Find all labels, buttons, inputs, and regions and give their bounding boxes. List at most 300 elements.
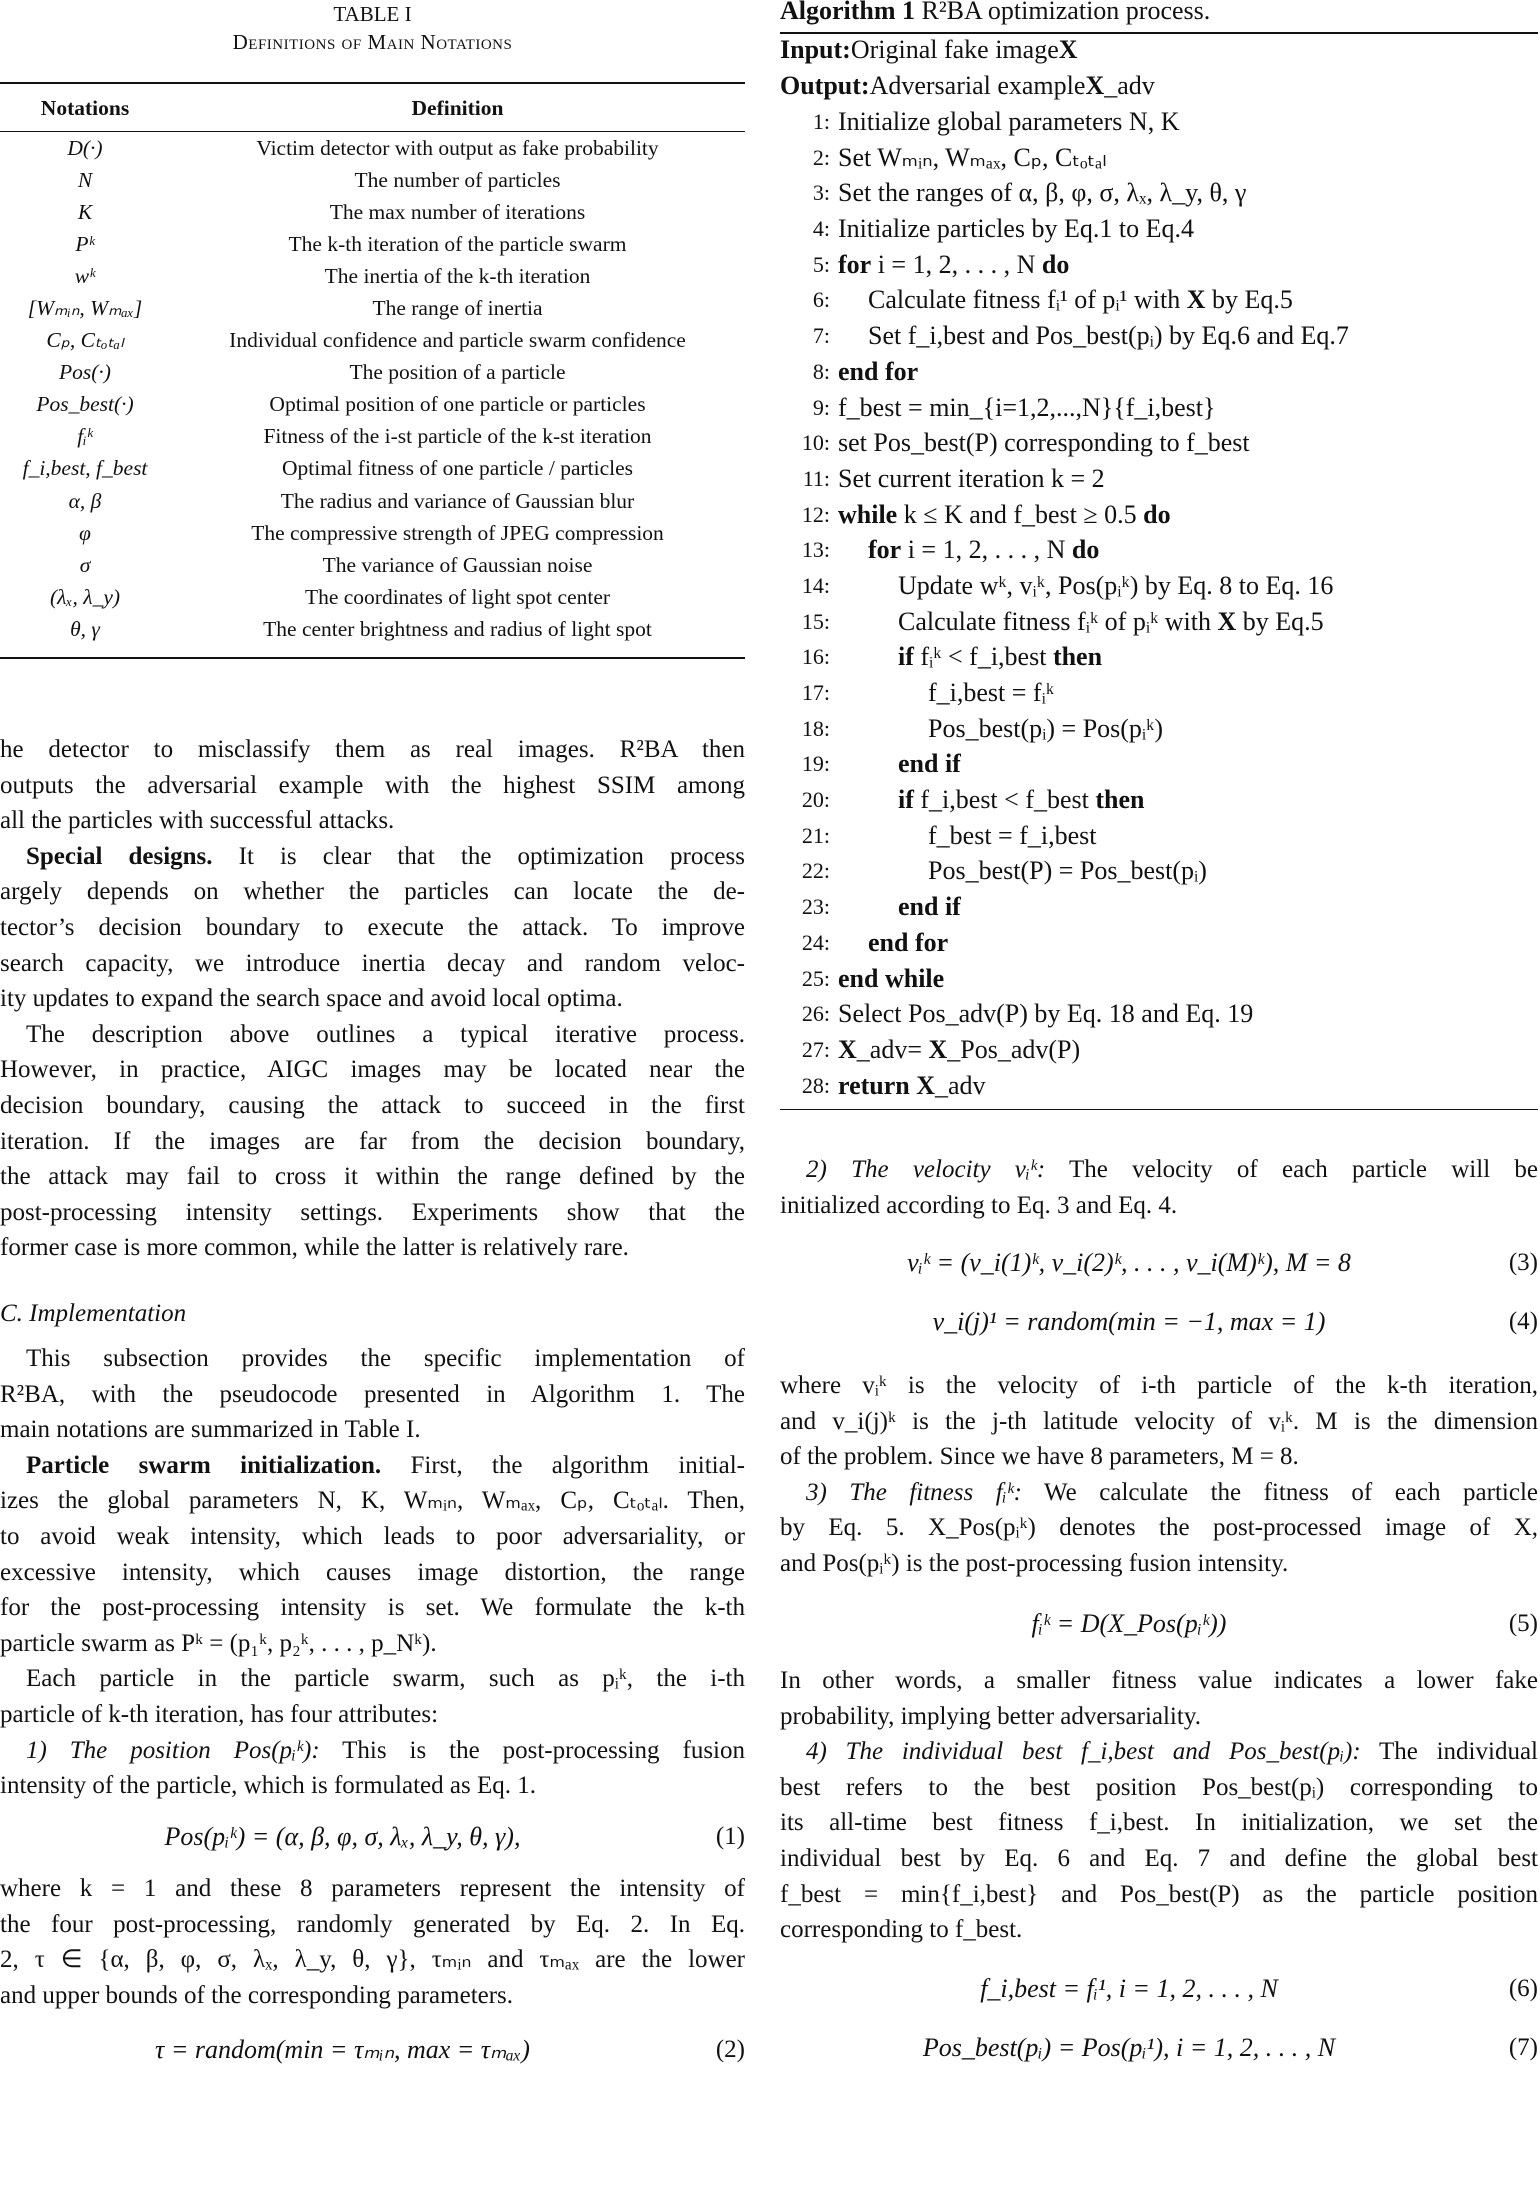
- text-line: by Eq. 5. X_Pos(pᵢᵏ) denotes the post-processed image of X,: [780, 1514, 1538, 1542]
- notation-cell: σ: [79, 552, 91, 577]
- text-line: probability, implying better adversariality.: [780, 1702, 1201, 1730]
- definition-cell: Optimal position of one particle or particles: [269, 392, 646, 417]
- text-line: In other words, a smaller fitness value indicates a lower fake: [780, 1667, 1538, 1694]
- algorithm-step: [780, 318, 1538, 354]
- bold-run: X: [928, 1034, 948, 1064]
- text-line: and v_i(j)ᵏ is the j-th latitude velocity of vᵢᵏ. M is the dimension: [780, 1407, 1538, 1435]
- paragraph: [0, 1733, 745, 1804]
- paragraph: [0, 1017, 745, 1266]
- text-line: [780, 1152, 1538, 1188]
- step-text: [838, 461, 1105, 497]
- bold-run: do: [1071, 535, 1100, 565]
- step-number: 13:: [801, 537, 830, 563]
- step-text: [838, 140, 1107, 176]
- step-number: 20:: [801, 787, 830, 813]
- text-line: its all-time best fitness f_i,best. In initialization, we set the: [780, 1809, 1538, 1837]
- text-run: k ≤ K and f_best ≥ 0.5: [897, 499, 1144, 529]
- algorithm-step: [780, 604, 1538, 640]
- table-row: [0, 357, 745, 389]
- definition-cell: The radius and variance of Gaussian blur: [280, 488, 635, 513]
- text-line: where k = 1 and these 8 parameters represent the intensity of: [0, 1875, 745, 1902]
- text-run: _adv: [935, 1070, 986, 1100]
- step-number: 21:: [801, 822, 830, 848]
- step-number: 5:: [812, 251, 830, 277]
- text-line: initialized according to Eq. 3 and Eq. 4.: [780, 1191, 1178, 1219]
- step-number: 3:: [812, 180, 830, 206]
- bold-run: X: [1186, 285, 1206, 315]
- italic-run: 3) The fitness fᵢᵏ:: [806, 1478, 1022, 1506]
- text-line: where vᵢᵏ is the velocity of i-th particle of the k-th iteration,: [780, 1372, 1538, 1399]
- table-row: [0, 549, 745, 581]
- text-run: The velocity of each particle will be: [1045, 1156, 1538, 1183]
- definition-cell: The compressive strength of JPEG compression: [251, 520, 664, 545]
- step-text: [838, 639, 1102, 675]
- step-number: 15:: [801, 608, 830, 634]
- text-run: f_i,best = fᵢᵏ: [928, 678, 1055, 707]
- table-row: [0, 292, 745, 324]
- text-line: f_best = min{f_i,best} and Pos_best(P) as the particle position: [780, 1880, 1538, 1908]
- bold-run: do: [1041, 249, 1070, 279]
- algorithm-output: [780, 68, 1538, 104]
- text-run: fᵢᵏ < f_i,best: [913, 642, 1053, 672]
- step-number: 22:: [801, 858, 830, 884]
- text-line: he detector to misclassify them as real images. R²BA then: [0, 736, 745, 763]
- text-line: post-processing intensity settings. Experiments show that the: [0, 1198, 745, 1226]
- text-line: tector’s decision boundary to execute the attack. To improve: [0, 913, 745, 941]
- equation-3: [780, 1243, 1538, 1283]
- table-row: [0, 196, 745, 228]
- text-line: particle swarm as Pᵏ = (p₁ᵏ, p₂ᵏ, . . . , p_Nᵏ).: [0, 1629, 437, 1657]
- notation-cell: Pos(·): [59, 360, 111, 385]
- text-run: Pos_best(pᵢ) = Pos(pᵢᵏ): [928, 713, 1164, 743]
- paragraph: [780, 1475, 1538, 1582]
- algorithm-step: [780, 818, 1538, 854]
- equation-number: (4): [1508, 1308, 1538, 1335]
- bold-run: do: [1143, 499, 1171, 529]
- bold-run: if: [898, 642, 914, 672]
- text-run: i = 1, 2, . . . , N: [901, 535, 1072, 565]
- text-line: search capacity, we introduce inertia decay and random veloc-: [0, 949, 745, 977]
- step-text: [838, 568, 1333, 604]
- notation-cell: θ, γ: [70, 616, 100, 641]
- table-header-row: [0, 84, 745, 132]
- definition-cell: The k-th iteration of the particle swarm: [288, 231, 627, 256]
- step-text: [838, 354, 918, 390]
- bold-run: Particle swarm initialization.: [26, 1451, 382, 1479]
- step-text: [838, 782, 1144, 818]
- text-line: R²BA, with the pseudocode presented in Algorithm 1. The: [0, 1380, 745, 1408]
- step-text: [838, 853, 1207, 889]
- algorithm-step: [780, 247, 1538, 283]
- text-line: [780, 1475, 1538, 1511]
- equation-7: [780, 2028, 1538, 2068]
- text-run: This is the post-processing fusion: [319, 1736, 745, 1764]
- bold-run: Input:: [780, 35, 851, 64]
- bold-run: end if: [898, 892, 961, 922]
- text-line: [0, 1733, 745, 1769]
- table-row: [0, 613, 745, 645]
- algorithm-step: [780, 996, 1538, 1032]
- step-text: [838, 175, 1246, 211]
- table-row: [0, 453, 745, 485]
- text-line: and Pos(pᵢᵏ) is the post-processing fusion intensity.: [780, 1549, 1289, 1577]
- text-line: This subsection provides the specific implementation of: [26, 1345, 745, 1372]
- algorithm-step: [780, 211, 1538, 247]
- algorithm-step: [780, 140, 1538, 176]
- text-run: Update wᵏ, vᵢᵏ, Pos(pᵢᵏ) by Eq. 8 to Eq. 16: [898, 570, 1334, 600]
- step-text: [838, 818, 1096, 854]
- definition-cell: The center brightness and radius of light spot: [263, 616, 652, 641]
- algorithm-step: [780, 746, 1538, 782]
- paragraph: [0, 1341, 745, 1448]
- step-number: 1:: [812, 109, 830, 134]
- bold-run: Output:: [780, 70, 870, 100]
- algorithm-step: [780, 1068, 1538, 1104]
- text-run: First, the algorithm initial-: [381, 1451, 745, 1479]
- algorithm-step: [780, 461, 1538, 497]
- step-text: [838, 211, 1194, 247]
- equation-expression: f_i,best = fᵢ¹, i = 1, 2, . . . , N: [980, 1974, 1278, 2003]
- paragraph: [0, 1661, 745, 1732]
- equation-6: [780, 1969, 1538, 2009]
- notations-table: [0, 84, 745, 646]
- italic-run: 1) The position Pos(pᵢᵏ):: [26, 1736, 320, 1764]
- text-run: We calculate the fitness of each particle: [1022, 1478, 1538, 1506]
- paragraph: [780, 1734, 1538, 1948]
- step-text: [838, 604, 1324, 640]
- step-number: 18:: [801, 715, 830, 741]
- bold-run: X: [916, 1070, 936, 1100]
- bold-run: end while: [838, 963, 945, 993]
- table-row: [0, 164, 745, 196]
- step-text: [838, 925, 948, 961]
- section-heading: C. Implementation: [0, 1300, 187, 1327]
- text-line: The description above outlines a typical iterative process.: [26, 1020, 745, 1048]
- body-text-block: [780, 1663, 1538, 1948]
- text-line: intensity of the particle, which is formulated as Eq. 1.: [0, 1772, 536, 1800]
- algorithm-step: [780, 711, 1538, 747]
- text-line: corresponding to f_best.: [780, 1916, 1023, 1944]
- table-row: [0, 581, 745, 613]
- table-row: [0, 325, 745, 357]
- step-number: 6:: [812, 287, 830, 313]
- text-line: the attack may fail to cross it within the range defined by the: [0, 1163, 745, 1191]
- text-run: Calculate fitness fᵢᵏ of pᵢᵏ with: [898, 606, 1218, 636]
- step-text: [838, 961, 944, 997]
- header-definition: Definition: [411, 95, 504, 120]
- text-run: Calculate fitness fᵢ¹ of pᵢ¹ with: [868, 285, 1187, 315]
- algorithm-step: [780, 889, 1538, 925]
- text-run: f_best = min_{i=1,2,...,N}{f_i,best}: [838, 392, 1216, 422]
- text-run: Select Pos_adv(P) by Eq. 18 and Eq. 19: [838, 999, 1254, 1029]
- step-number: 10:: [801, 430, 830, 456]
- header-notations: Notations: [40, 95, 130, 120]
- text-line: ity updates to expand the search space and avoid local optima.: [0, 985, 623, 1013]
- algorithm-step: [780, 1032, 1538, 1068]
- text-line: to avoid weak intensity, which leads to poor adversariality, or: [0, 1522, 745, 1550]
- step-number: 11:: [802, 465, 830, 491]
- text-run: set Pos_best(P) corresponding to f_best: [838, 428, 1250, 458]
- step-number: 12:: [801, 501, 830, 527]
- equation-number: (7): [1508, 2034, 1538, 2061]
- step-text: [838, 497, 1171, 533]
- notation-cell: α, β: [68, 488, 102, 513]
- step-number: 16:: [801, 644, 830, 670]
- equation-expression: fᵢᵏ = D(X_Pos(pᵢᵏ)): [1031, 1609, 1227, 1638]
- table-row: [0, 132, 745, 164]
- body-text-block: [780, 1152, 1538, 1223]
- text-line: all the particles with successful attacks.: [0, 807, 395, 835]
- paragraph: [0, 732, 745, 839]
- step-number: 7:: [812, 323, 830, 349]
- algorithm-step: [780, 104, 1538, 140]
- notation-cell: wᵏ: [74, 263, 96, 288]
- text-run: Initialize global parameters N, K: [838, 107, 1180, 136]
- step-number: 24:: [801, 929, 830, 955]
- text-line: Each particle in the particle swarm, such as pᵢᵏ, the i-th: [26, 1665, 745, 1693]
- step-text: [838, 247, 1069, 283]
- equation-number: (1): [715, 1823, 745, 1850]
- body-text-block: [0, 732, 745, 1266]
- text-run: by Eq.5: [1205, 285, 1293, 315]
- table-row: [0, 485, 745, 517]
- algorithm-step: [780, 639, 1538, 675]
- algorithm-step: [780, 425, 1538, 461]
- step-number: 14:: [801, 572, 830, 598]
- definition-cell: The range of inertia: [372, 296, 543, 321]
- notation-cell: K: [77, 199, 93, 224]
- definition-cell: The coordinates of light spot center: [304, 584, 611, 609]
- text-line: izes the global parameters N, K, Wₘᵢₙ, Wₘₐₓ, Cₚ, Cₜₒₜₐₗ. Then,: [0, 1487, 745, 1515]
- paragraph: [0, 1871, 745, 2013]
- bold-run: Special designs.: [26, 842, 213, 870]
- text-line: the four post-processing, randomly generated by Eq. 2. In Eq.: [0, 1910, 745, 1938]
- algorithm-step: [780, 925, 1538, 961]
- step-text: [838, 532, 1099, 568]
- text-line: decision boundary, causing the attack to succeed in the first: [0, 1091, 745, 1119]
- definition-cell: Optimal fitness of one particle / particles: [281, 456, 634, 481]
- step-text: [838, 425, 1250, 461]
- bold-run: for: [868, 535, 902, 565]
- paragraph: [780, 1152, 1538, 1223]
- text-run: Set the ranges of α, β, φ, σ, λₓ, λ_y, θ, γ: [838, 178, 1247, 208]
- text-line: [0, 1448, 745, 1484]
- text-run: _Pos_adv(P): [947, 1034, 1081, 1064]
- notation-cell: [Wₘᵢₙ, Wₘₐₓ]: [27, 296, 143, 321]
- table-row: [0, 389, 745, 421]
- text-run: _adv: [1104, 70, 1155, 100]
- bold-run: X: [1217, 606, 1237, 636]
- equation-2: [0, 2030, 745, 2070]
- table-subtitle: Definitions of Main Notations: [232, 30, 513, 54]
- equation-5: [780, 1604, 1538, 1644]
- text-run: f_i,best < f_best: [913, 785, 1096, 815]
- text-run: by Eq.5: [1236, 606, 1324, 636]
- step-text: [838, 390, 1216, 426]
- notation-cell: f_i,best, f_best: [22, 456, 148, 481]
- bold-run: return: [838, 1070, 910, 1100]
- step-text: [838, 282, 1293, 318]
- definition-cell: The max number of iterations: [329, 199, 586, 224]
- text-line: argely depends on whether the particles can locate the de-: [0, 878, 745, 906]
- step-number: 17:: [801, 680, 830, 705]
- table-bottom-rule: [0, 657, 745, 659]
- table-header-rule: [0, 131, 745, 132]
- table-row: [0, 517, 745, 549]
- text-run: Initialize particles by Eq.1 to Eq.4: [838, 214, 1194, 244]
- table-row: [0, 228, 745, 260]
- algorithm-step: [780, 497, 1538, 533]
- notation-cell: D(·): [67, 135, 103, 160]
- equation-expression: τ = random(min = τₘᵢₙ, max = τₘₐₓ): [155, 2035, 530, 2064]
- text-line: for the post-processing intensity is set. We formulate the k-th: [0, 1594, 745, 1622]
- text-line: outputs the adversarial example with the highest SSIM among: [0, 771, 745, 799]
- step-text: [838, 711, 1163, 747]
- equation-number: (6): [1508, 1975, 1538, 2002]
- bold-run: X: [838, 1034, 857, 1064]
- step-text: [838, 104, 1179, 140]
- notation-cell: φ: [79, 520, 91, 545]
- step-text: [838, 1068, 986, 1104]
- paragraph: [780, 1663, 1538, 1734]
- notation-cell: (λₓ, λ_y): [49, 584, 121, 609]
- algorithm-step: [780, 853, 1538, 889]
- text-line: main notations are summarized in Table I.: [0, 1416, 421, 1444]
- italic-run: 2) The velocity vᵢᵏ:: [806, 1156, 1046, 1183]
- paragraph: [780, 1368, 1538, 1475]
- definition-cell: The position of a particle: [349, 360, 566, 385]
- algorithm-step: [780, 961, 1538, 997]
- step-text: [838, 675, 1054, 711]
- text-run: i = 1, 2, . . . , N: [871, 249, 1042, 279]
- equation-expression: vᵢᵏ = (v_i(1)ᵏ, v_i(2)ᵏ, . . . , v_i(M)ᵏ), M = 8: [907, 1248, 1351, 1277]
- step-number: 28:: [801, 1072, 830, 1098]
- step-number: 19:: [801, 751, 830, 777]
- equation-number: (5): [1508, 1610, 1538, 1637]
- definition-cell: Victim detector with output as fake probability: [256, 135, 659, 160]
- bold-run: end for: [868, 927, 949, 957]
- algorithm-input: [780, 32, 1538, 68]
- bold-run: X: [1085, 70, 1105, 100]
- step-number: 2:: [812, 144, 830, 170]
- algorithm-io: [780, 32, 1538, 103]
- bold-run: Algorithm 1: [780, 0, 916, 25]
- notation-cell: N: [77, 167, 93, 192]
- body-text-block: [0, 1871, 745, 2013]
- text-run: f_best = f_i,best: [928, 820, 1097, 850]
- text-line: However, in practice, AIGC images may be located near the: [0, 1056, 745, 1084]
- algorithm-steps: [780, 104, 1538, 1103]
- text-run: Pos_best(P) = Pos_best(pᵢ): [928, 856, 1207, 886]
- table-row: [0, 421, 745, 453]
- algorithm-step: [780, 175, 1538, 211]
- bold-run: while: [838, 499, 898, 529]
- algorithm-bottom-rule: [780, 1109, 1538, 1110]
- text-line: [780, 1734, 1538, 1770]
- equation-expression: Pos_best(pᵢ) = Pos(pᵢ¹), i = 1, 2, . . . , N: [922, 2033, 1336, 2062]
- step-number: 8:: [812, 358, 830, 384]
- bold-run: if: [898, 785, 914, 815]
- table-caption: [0, 0, 745, 56]
- italic-run: 4) The individual best f_i,best and Pos_best(pᵢ):: [806, 1738, 1361, 1766]
- algorithm-step: [780, 782, 1538, 818]
- text-run: The individual: [1360, 1738, 1538, 1766]
- body-text-block: [0, 1341, 745, 1804]
- text-run: Set current iteration k = 2: [838, 463, 1105, 493]
- step-number: 23:: [801, 894, 830, 920]
- step-text: [838, 1032, 1080, 1068]
- paragraph: [0, 1448, 745, 1662]
- step-text: [838, 889, 961, 925]
- notation-cell: Cₚ, Cₜₒₜₐₗ: [46, 328, 124, 353]
- definition-cell: Individual confidence and particle swarm confidence: [229, 328, 686, 353]
- step-number: 25:: [801, 965, 830, 991]
- text-run: Set f_i,best and Pos_best(pᵢ) by Eq.6 and Eq.7: [868, 321, 1349, 351]
- algorithm-step: [780, 532, 1538, 568]
- definition-cell: The number of particles: [354, 167, 561, 192]
- bold-run: then: [1095, 785, 1145, 815]
- step-text: [838, 746, 961, 782]
- text-line: and upper bounds of the corresponding parameters.: [0, 1981, 514, 2009]
- algorithm-step: [780, 675, 1538, 711]
- text-run: It is clear that the optimization process: [212, 842, 745, 870]
- text-line: [0, 839, 745, 875]
- algorithm-step: [780, 282, 1538, 318]
- equation-4: [780, 1302, 1538, 1342]
- step-number: 9:: [812, 394, 830, 420]
- definition-cell: The variance of Gaussian noise: [322, 552, 593, 577]
- text-run: _adv=: [856, 1034, 929, 1064]
- bold-run: X: [1058, 35, 1078, 64]
- text-run: Set Wₘᵢₙ, Wₘₐₓ, Cₚ, Cₜₒₜₐₗ: [838, 142, 1107, 172]
- equation-number: (2): [715, 2036, 745, 2063]
- algorithm-step: [780, 354, 1538, 390]
- text-line: excessive intensity, which causes image distortion, the range: [0, 1558, 745, 1586]
- notation-cell: Pᵏ: [75, 231, 95, 256]
- step-text: [838, 318, 1349, 354]
- text-line: best refers to the best position Pos_best(pᵢ) corresponding to: [780, 1773, 1538, 1801]
- paragraph: [0, 839, 745, 1017]
- equation-expression: Pos(pᵢᵏ) = (α, β, φ, σ, λₓ, λ_y, θ, γ),: [164, 1822, 521, 1851]
- text-run: R²BA optimization process.: [915, 0, 1211, 25]
- definition-cell: The inertia of the k-th iteration: [324, 263, 591, 288]
- step-number: 26:: [801, 1001, 830, 1027]
- text-run: Adversarial example: [869, 70, 1086, 100]
- bold-run: then: [1052, 642, 1103, 672]
- equation-1: [0, 1817, 745, 1857]
- algorithm-step: [780, 390, 1538, 426]
- equation-number: (3): [1508, 1249, 1538, 1276]
- bold-run: end if: [898, 749, 961, 779]
- step-number: 27:: [801, 1036, 830, 1062]
- text-line: 2, τ ∈ {α, β, φ, σ, λₓ, λ_y, θ, γ}, τₘᵢₙ and τₘₐₓ are the lower: [0, 1946, 745, 1974]
- notation-cell: Pos_best(·): [36, 392, 134, 417]
- step-number: 4:: [812, 216, 830, 242]
- step-text: [838, 996, 1253, 1032]
- text-line: former case is more common, while the latter is relatively rare.: [0, 1234, 629, 1262]
- text-line: particle of k-th iteration, has four attributes:: [0, 1700, 439, 1728]
- table-body: [0, 132, 745, 646]
- bold-run: end for: [838, 356, 919, 386]
- notation-cell: fᵢᵏ: [77, 424, 93, 449]
- text-line: iteration. If the images are far from the decision boundary,: [0, 1127, 745, 1155]
- algorithm-title: [780, 0, 1538, 29]
- table-row: [0, 260, 745, 292]
- algorithm-step: [780, 568, 1538, 604]
- text-run: Original fake image: [850, 35, 1059, 64]
- definition-cell: Fitness of the i-st particle of the k-st iteration: [263, 424, 652, 449]
- body-text-block: [780, 1368, 1538, 1582]
